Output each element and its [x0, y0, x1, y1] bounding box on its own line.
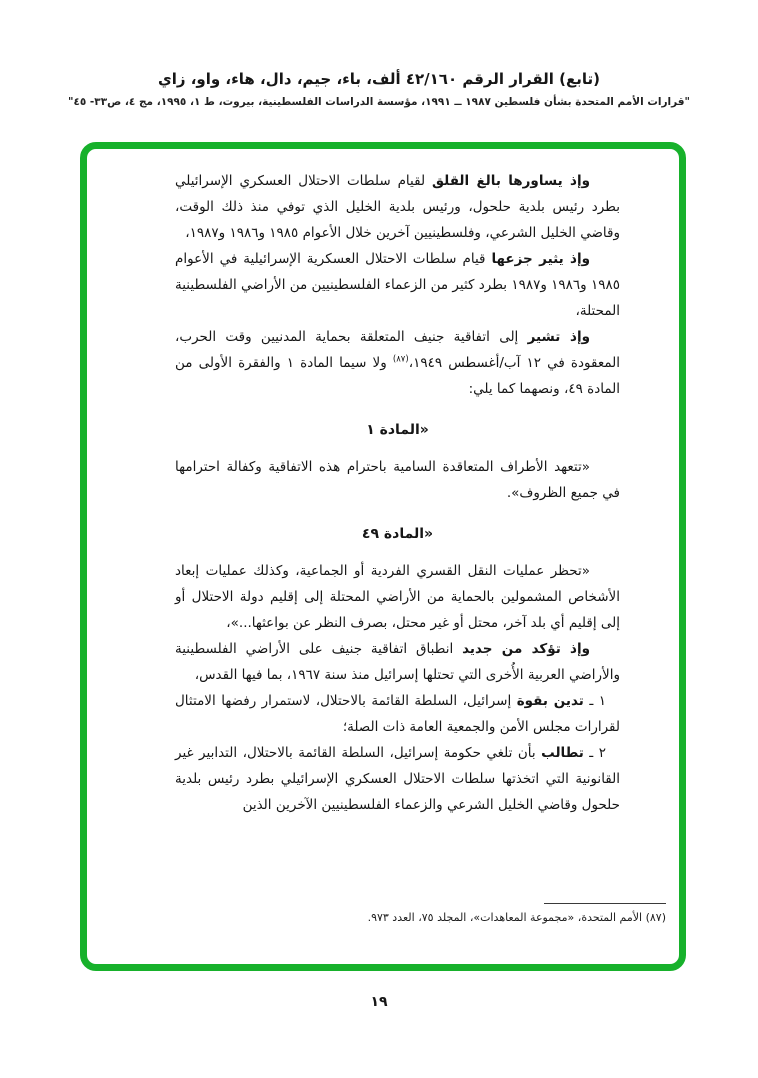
footnote-divider [544, 903, 666, 904]
page-number: ١٩ [370, 994, 388, 1010]
resolution-title: (تابع) القرار الرقم ٤٢/١٦٠ ألف، باء، جيم، دال، هاء، واو، زاي [157, 70, 601, 88]
article-heading: «المادة ١ [366, 422, 429, 438]
footnote-text: (٨٧) الأمم المتحدة، «مجموعة المعاهدات»، المجلد ٧٥، العدد ٩٧٣. [367, 911, 666, 924]
numbered-clause: ١ ـ تدين بقوة إسرائيل، السلطة القائمة بالاحتلال، لاستمرار رفضها الامتثال لقرارات مجلس الأمن والجمعية العامة ذات الصلة؛ [175, 693, 620, 735]
page-header [0, 70, 758, 108]
paragraph: وإذ تشير إلى اتفاقية جنيف المتعلقة بحماية المدنيين وقت الحرب، المعقودة في ١٢ آب/أغسطس ١٩٤٩،$^{(٨٧)}$ ولا سيما المادة ١ والفقرة الأولى من المادة ٤٩، ونصهما كما يلي: [175, 329, 620, 397]
footnote [114, 903, 666, 924]
article-heading: «المادة ٤٩ [361, 526, 434, 542]
paragraph: وإذ يثير جزعها قيام سلطات الاحتلال العسكرية الإسرائيلية في الأعوام ١٩٨٥ و١٩٨٦ و١٩٨٧ بطرد كثير من الزعماء الفلسطينيين من الأراضي الفلسطينية المحتلة، [175, 251, 620, 319]
document-body [175, 168, 620, 818]
source-citation: "قرارات الأمم المتحدة بشأن فلسطين ١٩٨٧ ــ ١٩٩١، مؤسسة الدراسات الفلسطينية، بيروت، ط ١، ١٩٩٥، مج ٤، ص٣٣- ٤٥" [67, 96, 691, 108]
numbered-clause: ٢ ـ تطالب بأن تلغي حكومة إسرائيل، السلطة القائمة بالاحتلال، التدابير غير القانونية التي اتخذتها سلطات الاحتلال العسكري الإسرائيلي بطرد رئيس بلدية حلحول وقاضي الخليل الشرعي والزعماء الفلسطينيين الآخرين الذين [175, 745, 620, 813]
paragraph: وإذ تؤكد من جديد انطباق اتفاقية جنيف على الأراضي الفلسطينية والأراضي العربية الأُخرى التي تحتلها إسرائيل منذ سنة ١٩٦٧، بما فيها القدس، [175, 641, 620, 683]
paragraph: وإذ يساورها بالغ القلق لقيام سلطات الاحتلال العسكري الإسرائيلي بطرد رئيس بلدية حلحول، ورئيس بلدية الخليل الذي توفي منذ ذلك الوقت، وقاضي الخليل الشرعي، وفلسطينيين آخرين خلال الأعوام ١٩٨٥ و١٩٨٦ و١٩٨٧، [175, 173, 620, 241]
paragraph: «تتعهد الأطراف المتعاقدة السامية باحترام هذه الاتفاقية وكفالة احترامها في جميع الظروف». [175, 459, 620, 501]
footnote-reference: (٨٧) [392, 354, 409, 365]
paragraph: «تحظر عمليات النقل القسري الفردية أو الجماعية، وكذلك عمليات إبعاد الأشخاص المشمولين بالحماية من الأراضي المحتلة إلى إقليم دولة الاحتلال أو إلى إقليم أي بلد آخر، محتل أو غير محتل، بصرف النظر عن بواعثها...»، [175, 563, 620, 631]
